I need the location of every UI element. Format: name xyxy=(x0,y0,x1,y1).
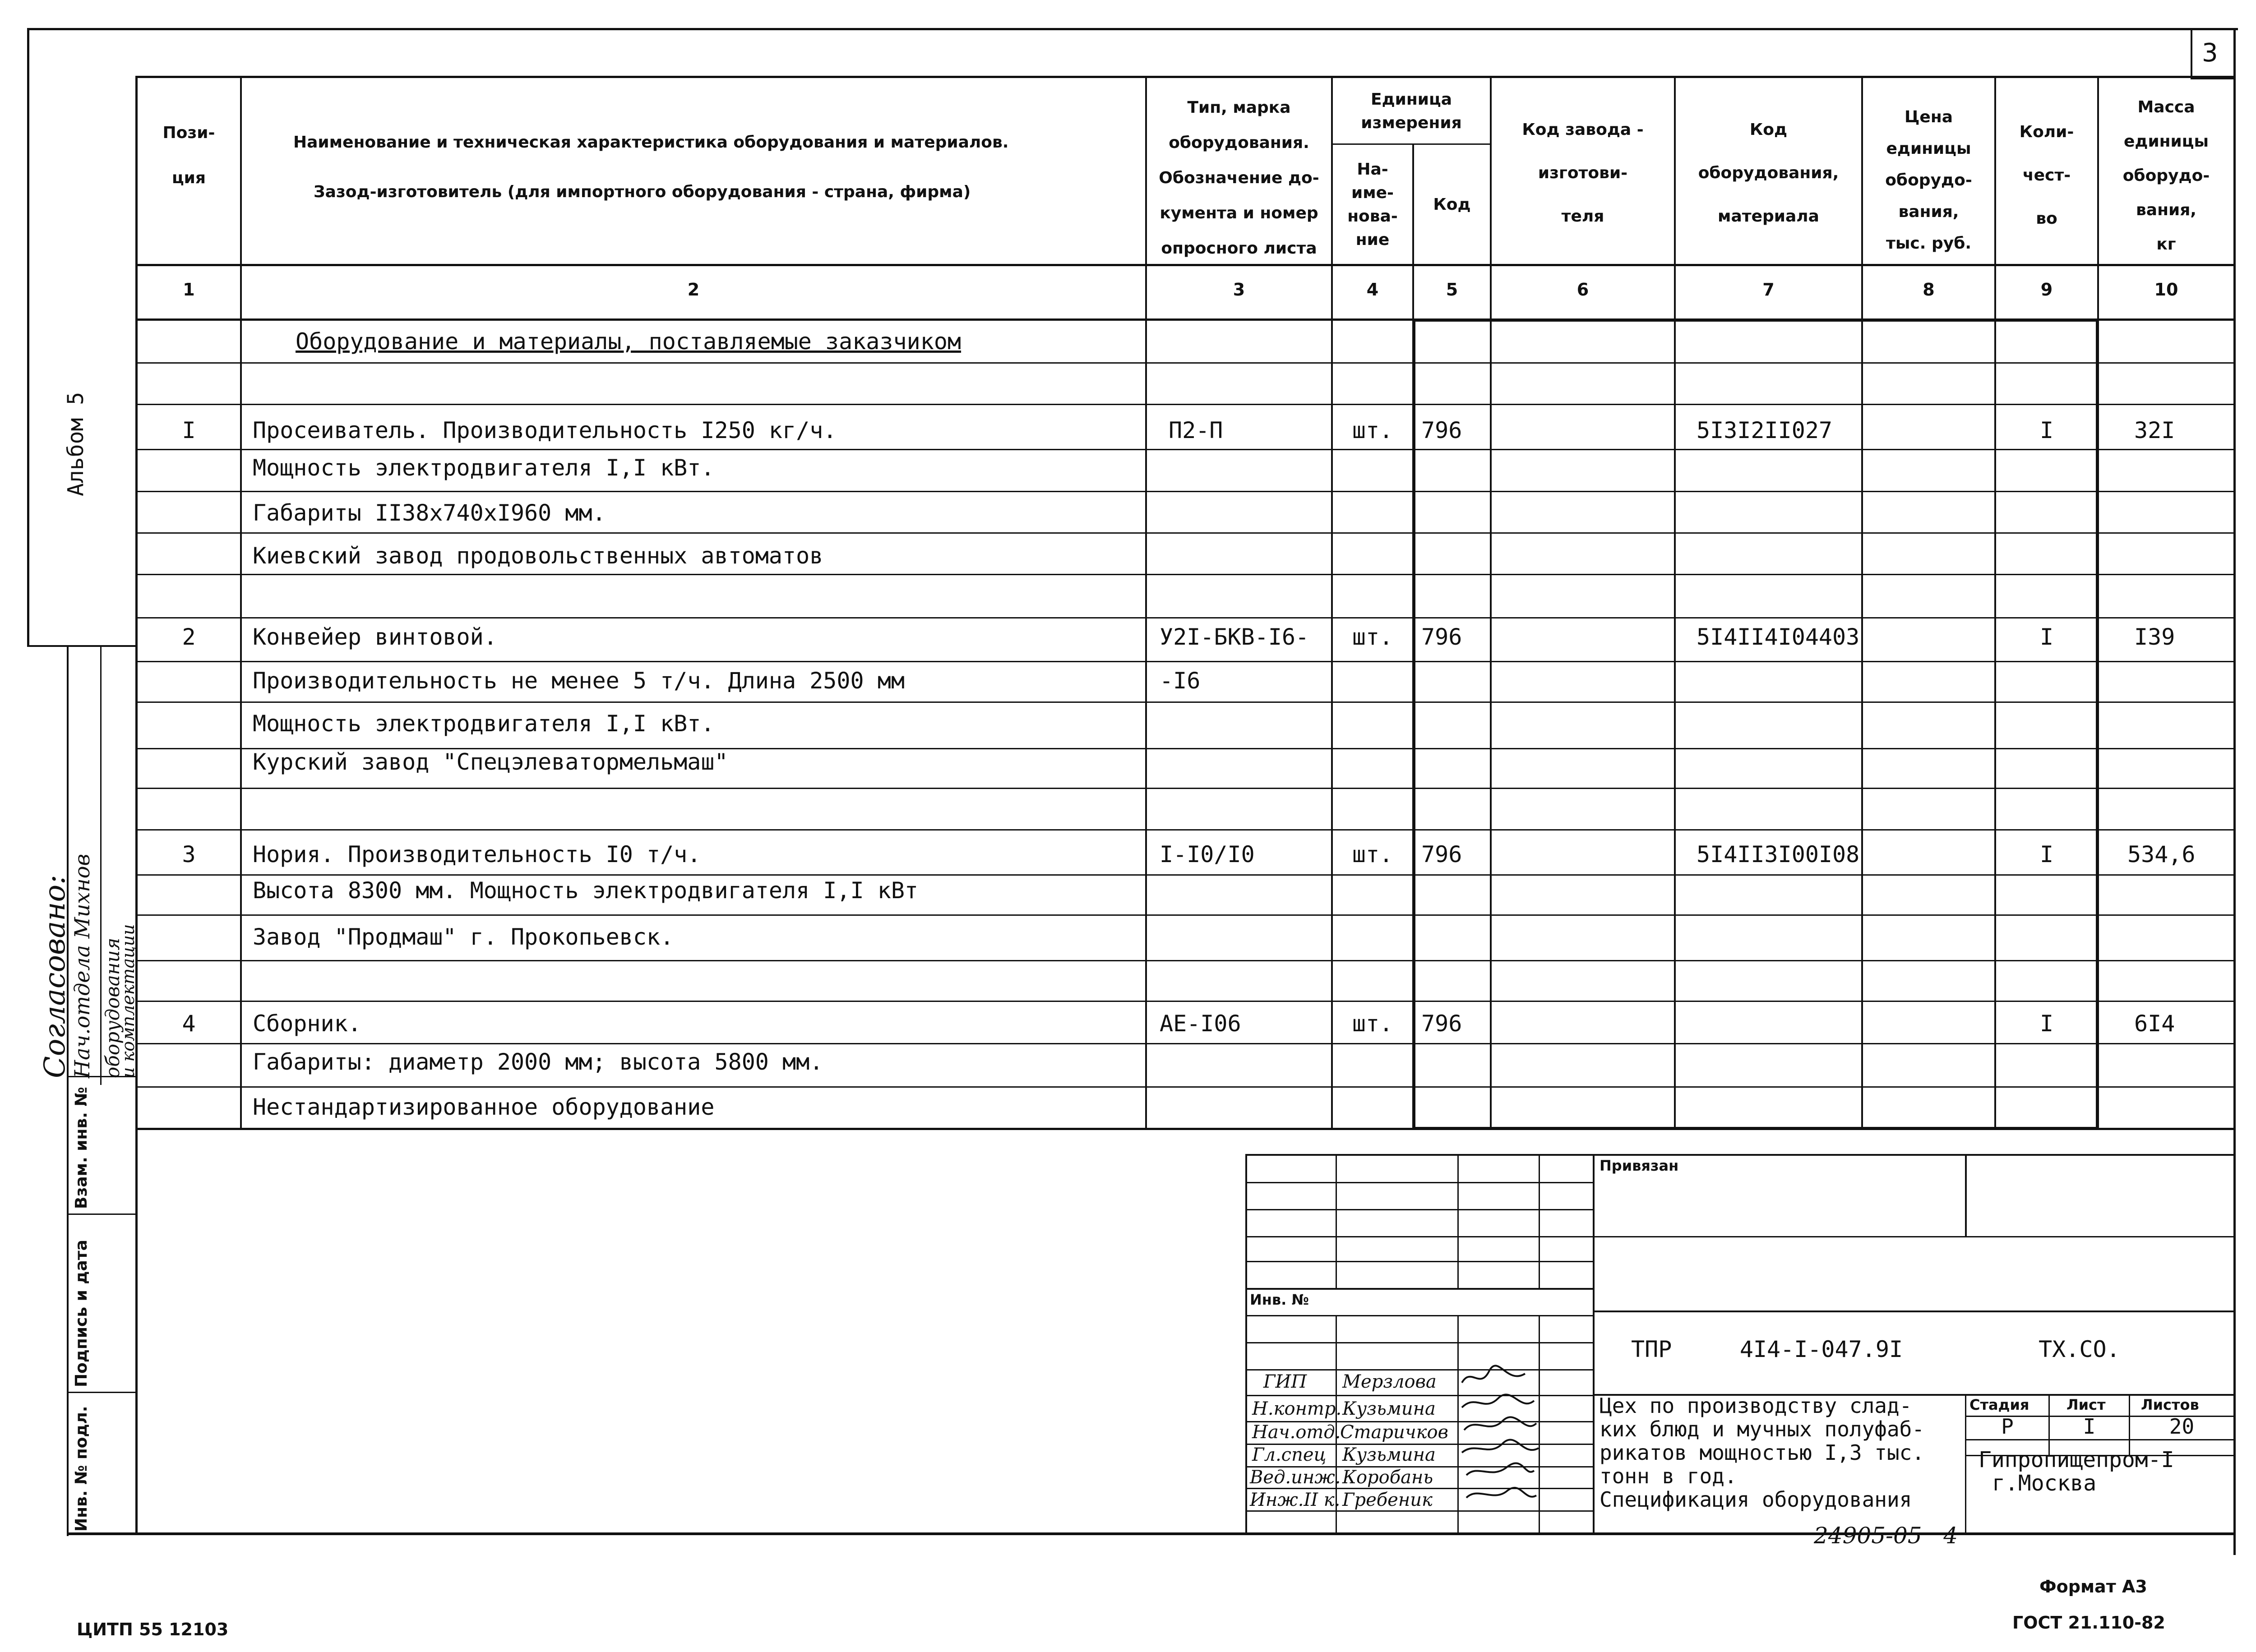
row1-type: П2-П xyxy=(1169,417,1223,443)
row9-qty: I xyxy=(2039,841,2054,868)
row12-code: 796 xyxy=(1421,1011,1462,1037)
header-col2-line2: Зазод-изготовитель (для импортного оборудования - страна, фирма) xyxy=(314,183,971,201)
header-col6: Код завода - изготови- теля xyxy=(1522,120,1644,226)
row5-qty: I xyxy=(2039,624,2054,650)
row1-name: Просеиватель. Производительность I250 кг/ч. xyxy=(253,417,837,443)
row8-name: Курский завод "Спецэлеватормельмаш" xyxy=(253,749,728,775)
colnum-1: 1 xyxy=(183,280,195,300)
row9-mass: 534,6 xyxy=(2127,841,2196,868)
row9-name: Нория. Производительность I0 т/ч. xyxy=(253,841,701,868)
colnum-9: 9 xyxy=(2040,280,2053,300)
row5-unit: шт. xyxy=(1352,624,1393,650)
side-head: Нач.отдела Михнов xyxy=(70,854,94,1078)
row5-pos: 2 xyxy=(182,624,196,650)
section-title: Оборудование и материалы, поставляемые заказчиком xyxy=(296,328,962,355)
header-unit-group: Единица измерения xyxy=(1361,90,1462,132)
row5-equip-code: 5I4II4I04403 xyxy=(1697,624,1860,650)
row11-name: Завод "Продмаш" г. Прокопьевск. xyxy=(253,924,674,950)
header-col10: Масса единицы оборудо- вания, кг xyxy=(2122,98,2210,254)
stamp-stage: Р xyxy=(2001,1414,2014,1439)
colnum-4: 4 xyxy=(1366,280,1379,300)
side-agreed: Согласовано: xyxy=(38,875,72,1078)
row14-name: Нестандартизированное оборудование xyxy=(253,1094,715,1120)
header-col9: Коли- чест- во xyxy=(2019,123,2074,228)
header-col2-line1: Наименование и техническая характеристика оборудования и материалов. xyxy=(293,133,1009,152)
gost-label: ГОСТ 21.110-82 xyxy=(2012,1613,2165,1633)
stamp-title: Цех по производству слад- ких блюд и мучных полуфаб- рикатов мощностью I,3 тыс. тонн в год. Спецификация оборудования xyxy=(1600,1394,1925,1512)
row1-mass: 32I xyxy=(2134,417,2175,443)
row1-pos: I xyxy=(182,417,196,443)
stamp-stage-label: Стадия xyxy=(1969,1396,2029,1413)
row9-pos: 3 xyxy=(182,841,196,868)
colnum-5: 5 xyxy=(1446,280,1458,300)
side-podpis: Подпись и дата xyxy=(72,1240,91,1387)
stamp-role-3: Нач.отд. xyxy=(1252,1422,1341,1443)
colnum-8: 8 xyxy=(1923,280,1935,300)
stamp-role-5: Вед.инж. xyxy=(1250,1467,1341,1488)
archive-number: 24905-05 4 xyxy=(1814,1523,1958,1549)
row9-code: 796 xyxy=(1421,841,1462,868)
row9-equip-code: 5I4II3I00I08 xyxy=(1697,841,1860,868)
row4-name: Киевский завод продовольственных автоматов xyxy=(253,543,823,569)
frame-top xyxy=(27,28,2238,30)
header-col5: Код xyxy=(1433,195,1471,214)
row5-code: 796 xyxy=(1421,624,1462,650)
side-inv-podl: Инв. № подл. xyxy=(72,1406,91,1532)
header-col3: Тип, марка оборудования. Обозначение до- кумента и номер опросного листа xyxy=(1159,98,1319,258)
row6-type: -I6 xyxy=(1160,668,1201,694)
colnum-6: 6 xyxy=(1576,280,1589,300)
page-number: 3 xyxy=(2202,38,2218,68)
side-dept2: и комплектации xyxy=(118,924,138,1078)
stamp-name-6: Гребеник xyxy=(1342,1490,1433,1510)
citp-label: ЦИТП 55 12103 xyxy=(77,1620,229,1639)
colnum-3: 3 xyxy=(1233,280,1245,300)
row12-name: Сборник. xyxy=(253,1011,361,1037)
stamp-role-4: Гл.спец xyxy=(1252,1444,1327,1465)
header-col1: Пози- ция xyxy=(162,124,215,187)
row12-type: АЕ-I06 xyxy=(1160,1011,1241,1037)
stamp-privyazan: Привязан xyxy=(1600,1157,1679,1174)
stamp-role-2: Н.контр. xyxy=(1252,1398,1342,1419)
stamp-sheet: I xyxy=(2083,1414,2096,1439)
header-col4: На- име- нова- ние xyxy=(1347,160,1398,249)
colnum-2: 2 xyxy=(687,280,700,300)
colnum-7: 7 xyxy=(1762,280,1775,300)
row12-mass: 6I4 xyxy=(2134,1011,2175,1037)
row1-qty: I xyxy=(2039,417,2054,443)
colnum-10: 10 xyxy=(2154,280,2178,300)
row9-unit: шт. xyxy=(1352,841,1393,868)
row12-pos: 4 xyxy=(182,1011,196,1037)
album-label: Альбом 5 xyxy=(63,392,88,496)
stamp-sheets: 20 xyxy=(2169,1414,2195,1439)
stamp-name-2: Кузьмина xyxy=(1342,1398,1436,1419)
stamp-role-1: ГИП xyxy=(1263,1371,1307,1392)
row5-name: Конвейер винтовой. xyxy=(253,624,497,650)
row12-qty: I xyxy=(2039,1011,2054,1037)
signatures xyxy=(1457,1362,1543,1529)
stamp-name-5: Коробань xyxy=(1342,1467,1433,1488)
row3-name: Габариты II38x740xI960 мм. xyxy=(253,500,606,526)
row12-unit: шт. xyxy=(1352,1011,1393,1037)
row9-type: I-I0/I0 xyxy=(1160,841,1255,868)
header-col8: Цена единицы оборудо- вания, тыс. руб. xyxy=(1885,108,1972,253)
row5-type: У2I-БКВ-I6- xyxy=(1160,624,1309,650)
stamp-sheet-label: Лист xyxy=(2066,1396,2106,1413)
side-dept: оборудования xyxy=(102,937,124,1078)
row2-name: Мощность электродвигателя I,I кВт. xyxy=(253,455,715,481)
header-col7: Код оборудования, материала xyxy=(1698,120,1839,226)
stamp-inv-no: Инв. № xyxy=(1250,1291,1309,1308)
frame-left xyxy=(27,28,29,646)
stamp-name-4: Кузьмина xyxy=(1342,1444,1436,1465)
stamp-doc-code: ТПР 4I4-I-047.9I ТХ.СО. xyxy=(1631,1336,2120,1362)
row1-unit: шт. xyxy=(1352,417,1393,443)
frame-right xyxy=(2233,28,2236,1555)
stamp-sheets-label: Листов xyxy=(2141,1396,2199,1413)
format-label: Формат А3 xyxy=(2039,1577,2147,1597)
stamp-org: Гипропищепром-I г.Москва xyxy=(1979,1447,2174,1496)
row7-name: Мощность электродвигателя I,I кВт. xyxy=(253,711,715,737)
stamp-role-6: Инж.II к. xyxy=(1250,1490,1341,1510)
side-vzam: Взам. инв. № xyxy=(72,1087,91,1209)
row13-name: Габариты: диаметр 2000 мм; высота 5800 мм. xyxy=(253,1049,823,1075)
row1-code: 796 xyxy=(1421,417,1462,443)
row10-name: Высота 8300 мм. Мощность электродвигателя I,I кВт xyxy=(253,877,919,904)
row6-name: Производительность не менее 5 т/ч. Длина 2500 мм xyxy=(253,668,905,694)
stamp-name-3: Старичков xyxy=(1340,1422,1448,1443)
stamp-name-1: Мерзлова xyxy=(1342,1371,1437,1392)
row1-equip-code: 5I3I2II027 xyxy=(1697,417,1833,443)
row5-mass: I39 xyxy=(2134,624,2175,650)
